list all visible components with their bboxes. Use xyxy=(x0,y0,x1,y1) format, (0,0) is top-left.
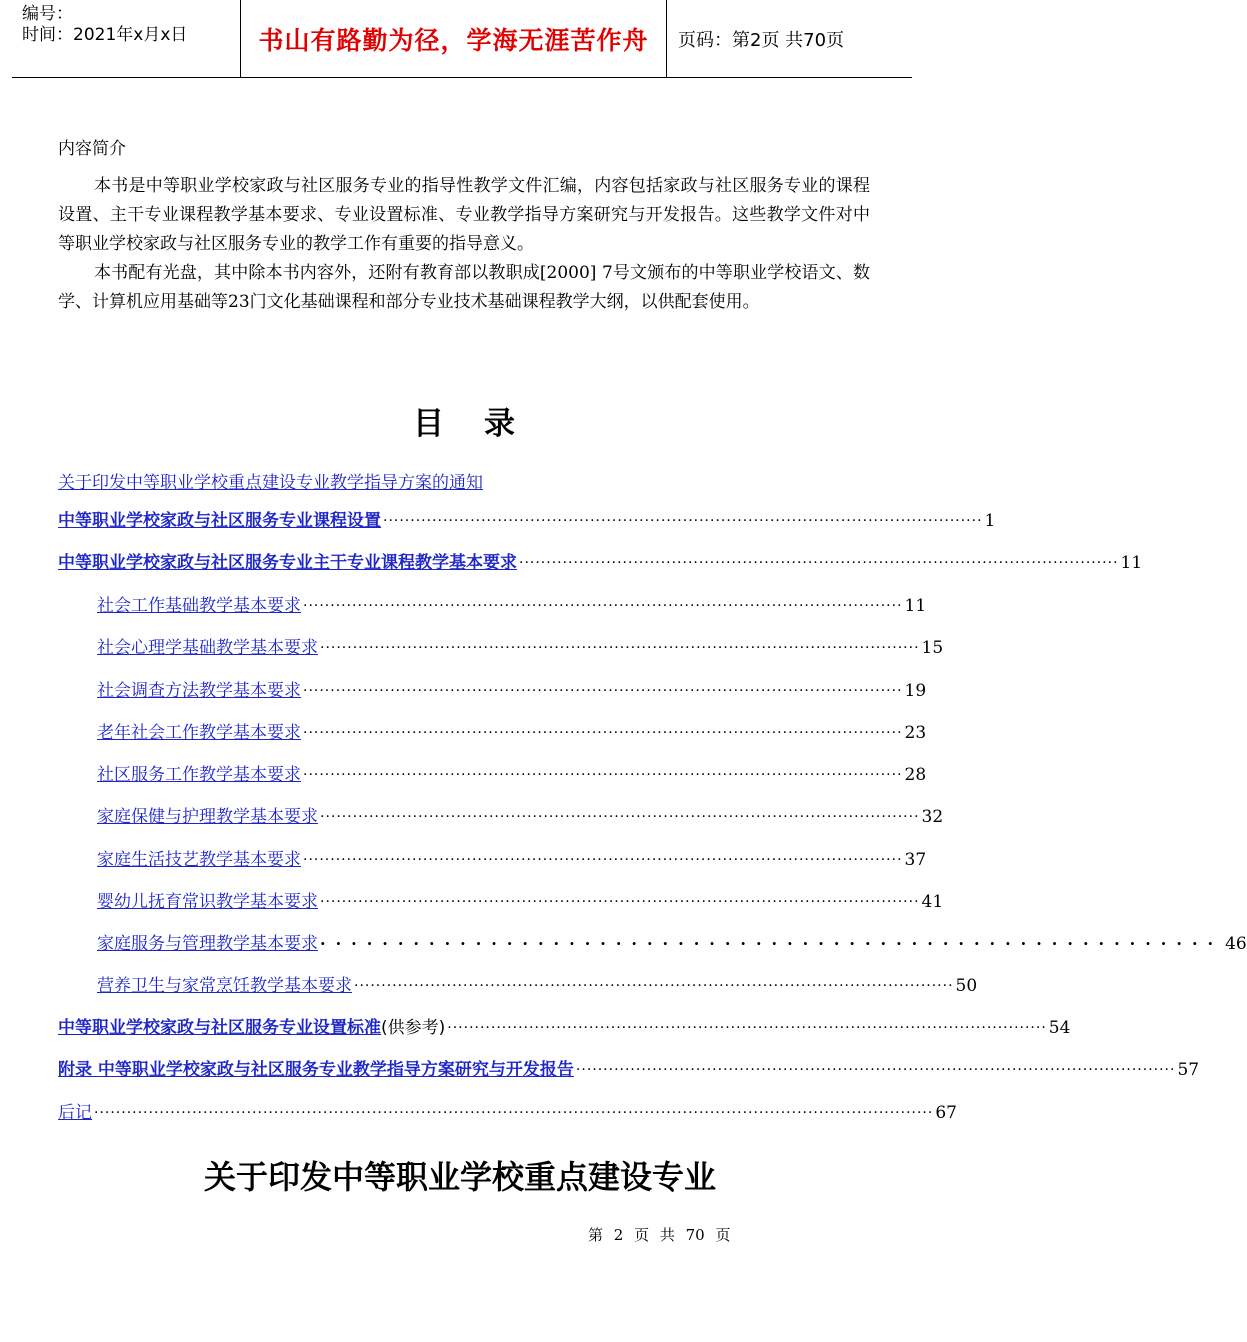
toc-entry-link[interactable]: 中等职业学校家政与社区服务专业主干专业课程教学基本要求 xyxy=(58,553,517,573)
toc-page-number: 11 xyxy=(1120,553,1143,573)
toc-entry-link[interactable]: 婴幼儿抚育常识教学基本要求 xyxy=(97,892,318,912)
toc-entry[interactable] xyxy=(58,1099,957,1123)
toc-entry[interactable] xyxy=(97,888,944,912)
toc-page-number: 1 xyxy=(984,511,996,531)
toc-entry-link[interactable]: 社会心理学基础教学基本要求 xyxy=(97,638,318,658)
toc-leader: ·························································································································································· xyxy=(94,1105,934,1121)
toc-title: 目录 xyxy=(413,406,555,442)
toc-leader: ·············································································································· xyxy=(383,513,983,529)
toc-entry[interactable] xyxy=(97,592,927,616)
toc-entry[interactable] xyxy=(97,930,1247,954)
toc-page-number: 23 xyxy=(904,723,927,743)
intro-paragraph-1: 本书是中等职业学校家政与社区服务专业的指导性教学文件汇编，内容包括家政与社区服务专业的课程设置、主干专业课程教学基本要求、专业设置标准、专业教学指导方案研究与开发报告。这些教学文件对中等职业学校家政与社区服务专业的教学工作有重要的指导意义。 xyxy=(58,176,870,254)
toc-entry[interactable] xyxy=(58,1056,1200,1080)
toc-entry[interactable] xyxy=(58,507,996,531)
toc-entry[interactable] xyxy=(97,972,978,996)
toc-entry-note: (供参考) xyxy=(381,1018,446,1038)
toc-entry[interactable] xyxy=(58,549,1143,573)
toc-entry-link[interactable]: 附录 中等职业学校家政与社区服务专业教学指导方案研究与开发报告 xyxy=(58,1060,574,1080)
toc-leader: ·············································································································· xyxy=(320,640,920,656)
toc-entry-link[interactable]: 中等职业学校家政与社区服务专业课程设置 xyxy=(58,511,381,531)
toc-page-number: 28 xyxy=(904,765,927,785)
toc-entry-link[interactable]: 社会工作基础教学基本要求 xyxy=(97,596,301,616)
toc-page-number: 15 xyxy=(921,638,944,658)
toc-leader: ·············································································································· xyxy=(303,598,903,614)
toc-entry-link[interactable]: 家庭生活技艺教学基本要求 xyxy=(97,850,301,870)
toc-leader: ·············································································································· xyxy=(303,725,903,741)
toc-leader: ·························································· xyxy=(320,934,1224,953)
toc-entry-link[interactable]: 家庭服务与管理教学基本要求 xyxy=(97,934,318,954)
toc-leader: ·············································································································· xyxy=(320,894,920,910)
toc-leader: ·············································································································· xyxy=(447,1020,1047,1036)
toc-leader: ·············································································································· xyxy=(354,978,954,994)
toc-leader: ·············································································································· xyxy=(519,555,1119,571)
toc-entry-link[interactable]: 营养卫生与家常烹饪教学基本要求 xyxy=(97,976,352,996)
toc-leader: ·············································································································· xyxy=(575,1062,1176,1078)
toc-entry[interactable] xyxy=(97,761,927,785)
header-page-number: 页码：第2页 共70页 xyxy=(678,29,845,51)
toc-entry-link[interactable]: 中等职业学校家政与社区服务专业设置标准 xyxy=(58,1018,381,1038)
section-heading: 关于印发中等职业学校重点建设专业 xyxy=(203,1158,716,1196)
toc-page-number: 50 xyxy=(955,976,978,996)
page-header xyxy=(12,0,912,78)
toc-page-number: 11 xyxy=(904,596,927,616)
toc-entry[interactable] xyxy=(97,719,927,743)
toc-page-number: 46 xyxy=(1225,934,1247,954)
header-date: 时间：2021年x月x日 xyxy=(22,25,188,45)
toc-page-number: 41 xyxy=(921,892,944,912)
toc-entry[interactable] xyxy=(58,1014,1071,1038)
toc-page-number: 67 xyxy=(935,1103,957,1123)
toc-entry[interactable] xyxy=(97,803,944,827)
header-number-label: 编号： xyxy=(22,4,73,24)
toc-page-number: 32 xyxy=(921,807,944,827)
toc-page-number: 54 xyxy=(1048,1018,1071,1038)
toc-entry[interactable] xyxy=(97,634,944,658)
toc-page-number: 37 xyxy=(904,850,927,870)
toc-entry-link[interactable]: 家庭保健与护理教学基本要求 xyxy=(97,807,318,827)
toc-entry-link[interactable]: 后记 xyxy=(58,1103,92,1123)
intro-title: 内容简介 xyxy=(58,139,126,159)
toc-entry-link[interactable]: 老年社会工作教学基本要求 xyxy=(97,723,301,743)
toc-entry-link[interactable]: 社会调查方法教学基本要求 xyxy=(97,681,301,701)
toc-entry[interactable] xyxy=(97,846,927,870)
header-page-info xyxy=(667,0,912,77)
page-footer: 第 2 页 共 70 页 xyxy=(588,1226,731,1244)
header-meta xyxy=(12,0,241,77)
toc-leader: ·············································································································· xyxy=(303,767,903,783)
intro-paragraph-2: 本书配有光盘，其中除本书内容外，还附有教育部以教职成[2000] 7号文颁布的中等职业学校语文、数学、计算机应用基础等23门文化基础课程和部分专业技术基础课程教学大纲，以供配套使用。 xyxy=(58,263,870,312)
toc-leader: ·············································································································· xyxy=(320,809,920,825)
toc-leader: ·············································································································· xyxy=(303,683,903,699)
toc-page-number: 57 xyxy=(1177,1060,1200,1080)
toc-entry-link[interactable]: 社区服务工作教学基本要求 xyxy=(97,765,301,785)
header-motto: 书山有路勤为径，学海无涯苦作舟 xyxy=(241,0,667,77)
toc-page-number: 19 xyxy=(904,681,927,701)
toc-entry[interactable] xyxy=(97,677,927,701)
toc-leader: ·············································································································· xyxy=(303,852,903,868)
toc-notice-link[interactable]: 关于印发中等职业学校重点建设专业教学指导方案的通知 xyxy=(58,473,483,493)
